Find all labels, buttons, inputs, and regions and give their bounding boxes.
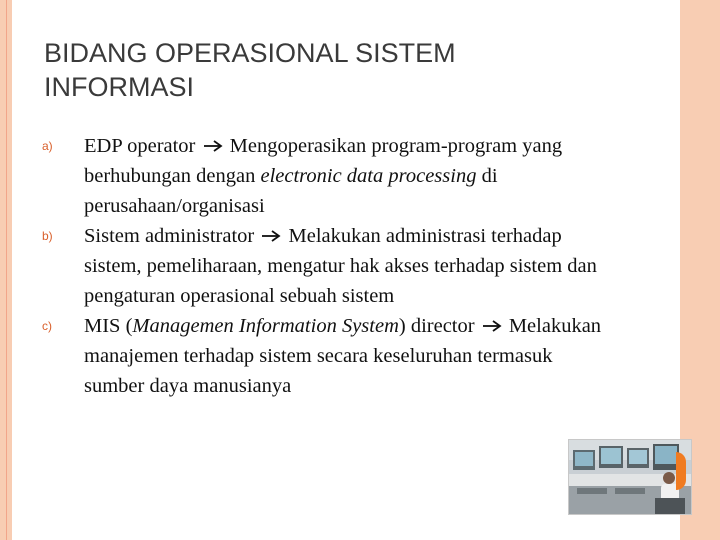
item-role: Sistem administrator xyxy=(84,225,260,247)
item-description: Melakukan manajemen terhadap sistem secara keseluruhan termasuk sumber daya manusianya xyxy=(84,315,602,397)
item-role-suffix: ) director xyxy=(398,315,480,337)
item-description: Mengoperasikan program-program yang berhubungan dengan xyxy=(84,135,563,187)
right-arrow-icon xyxy=(261,229,281,243)
left-border-line xyxy=(6,0,7,540)
item-description: Melakukan administrasi terhadap sistem, pemeliharaan, mengatur hak akses terhadap sistem dan pengaturan operasional sebuah sistem xyxy=(84,225,597,307)
slide-title: BIDANG OPERASIONAL SISTEM INFORMASI xyxy=(44,38,456,102)
list-item-c xyxy=(42,311,602,401)
list-item-text xyxy=(84,221,602,311)
operator-photo xyxy=(568,439,692,515)
orange-tab-decoration xyxy=(676,452,686,490)
list-marker: a) xyxy=(42,139,53,153)
item-role: EDP operator xyxy=(84,135,201,157)
item-description-tail: di perusahaan/organisasi xyxy=(84,165,498,217)
item-italic-term: Managemen Information System xyxy=(132,315,399,337)
list-marker: c) xyxy=(42,319,52,333)
right-arrow-icon xyxy=(203,139,223,153)
right-arrow-icon xyxy=(482,319,502,333)
item-role-prefix: MIS ( xyxy=(84,315,133,337)
list-item-a xyxy=(42,131,602,221)
list-marker: b) xyxy=(42,229,53,243)
computer-room-illustration xyxy=(569,440,691,514)
item-italic-term: electronic data processing xyxy=(260,165,477,187)
list-item-text xyxy=(84,131,602,221)
bullet-list xyxy=(42,131,602,401)
list-item-b xyxy=(42,221,602,311)
list-item-text xyxy=(84,311,602,401)
slide xyxy=(12,0,680,540)
